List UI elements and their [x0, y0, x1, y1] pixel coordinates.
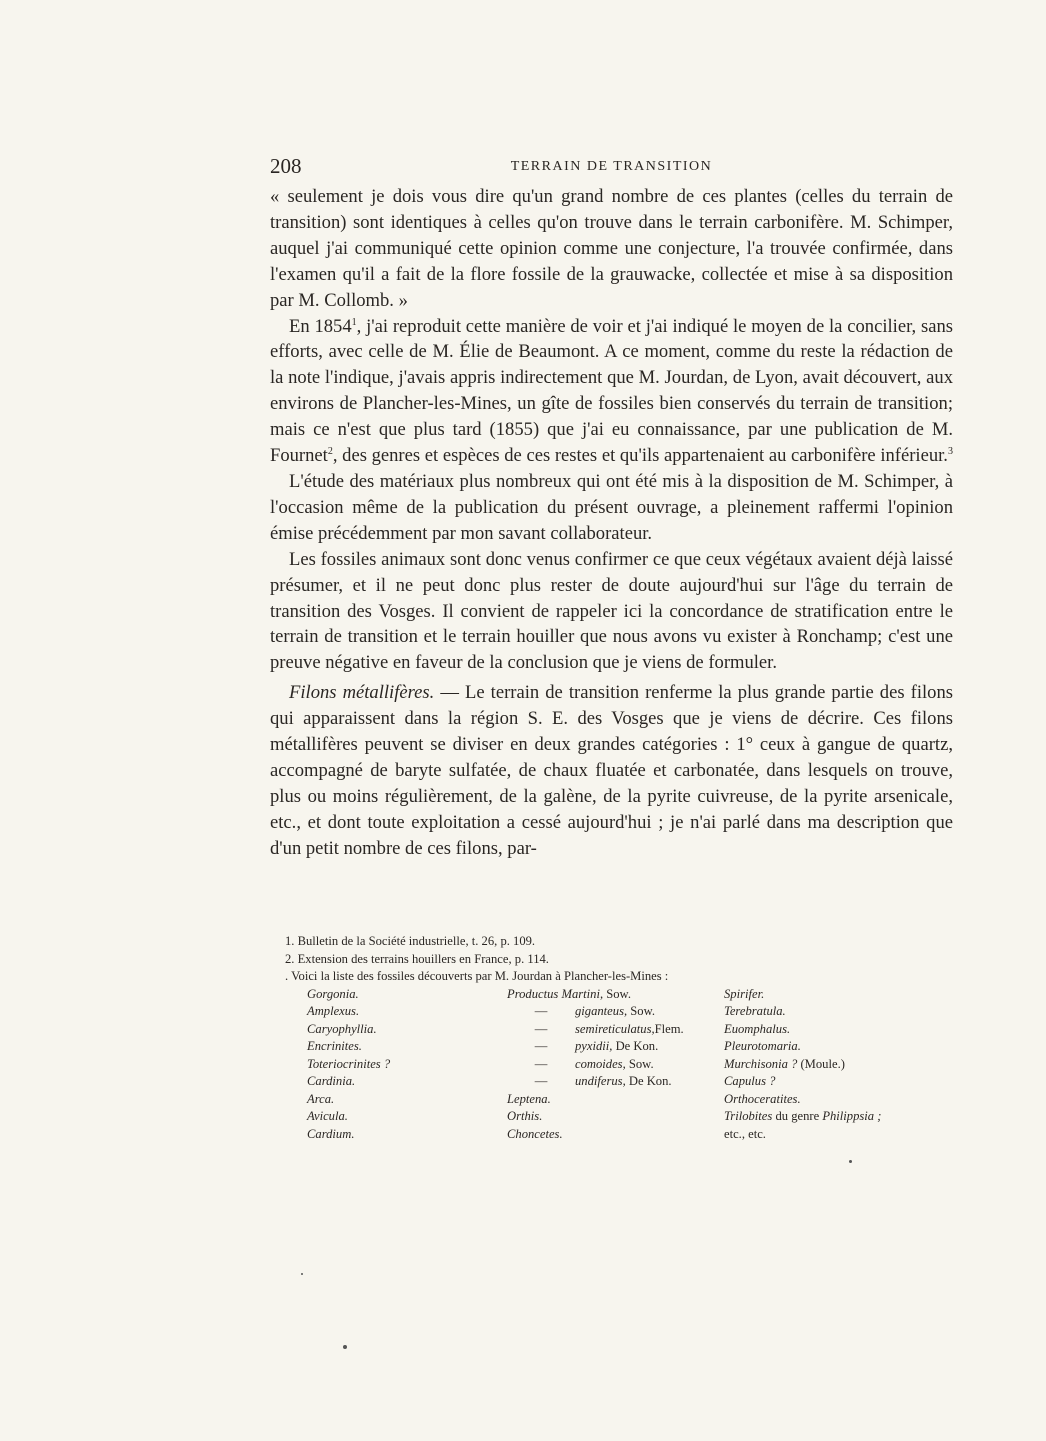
fossil-entry — [507, 1073, 684, 1091]
footnotes — [285, 933, 955, 1148]
page-number: 208 — [270, 154, 302, 178]
fossil-name: Spirifer. — [724, 986, 765, 1001]
paragraph-fossiles-animaux: Les fossiles animaux sont donc venus confirmer ce que ceux végétaux avaient déjà laissé présumer, et il ne peut donc plus rester de doute aujourd'hui sur l'âge du terrain de transition des Vosges. Il convient de rappeler ici la concordance de stratification entre le terrain de transition et le terrain houiller que nous avons vu exister à Ronchamp; c'est une preuve négative en faveur de la conclusion que je viens de formuler. — [270, 548, 953, 674]
footnote-2: 2. Extension des terrains houillers en France, p. 114. — [285, 951, 549, 966]
fossil-name: Cardium. — [307, 1126, 355, 1141]
author-name: Sow. — [627, 1004, 655, 1018]
species-name: semireticulatus, — [575, 1021, 655, 1036]
species-name: comoides, — [575, 1056, 626, 1071]
author-name: De Kon. — [612, 1039, 659, 1053]
text-run: — Le terrain de transition renferme la plus grande partie des filons qui apparaissent dans la région S. E. des Vosges que je viens de décrire. Ces filons métallifères peuvent se diviser en deux grandes catégories : 1° ceux à gangue de quartz, accompagné de baryte sulfatée, de chaux fluatée et carbonatée, dans lesquels on trouve, plus ou moins régulièrement, de la galène, de la pyrite cuivreuse, de la pyrite arsenicale, etc., et dont toute exploitation a cessé aujourd'hui ; je n'ai parlé dans ma description que d'un petit nombre de ces filons, par- — [270, 682, 953, 859]
fossil-name: Leptena. — [507, 1091, 551, 1106]
text-run: du genre — [772, 1109, 823, 1123]
author-name: De Kon. — [625, 1074, 672, 1088]
fossil-column-1 — [307, 986, 390, 1144]
fossil-name: Terebratula. — [724, 1004, 786, 1018]
fossil-name: Pleurotomaria. — [724, 1039, 801, 1053]
ditto-dash: — — [534, 1039, 548, 1053]
section-heading-filons: Filons métallifères. — [289, 682, 435, 704]
fossil-name: Orthoceratites. — [724, 1091, 801, 1106]
paragraph-schimper: L'étude des matériaux plus nombreux qui ont été mis à la disposition de M. Schimper, à l'occasion même de la publication du présent ouvrage, a pleinement raffermi l'opinion émise précédemment par mon savant collaborateur. — [270, 470, 953, 544]
footnote-ref-3: 3 — [947, 446, 953, 458]
fossil-name: Caryophyllia. — [307, 1021, 377, 1036]
page-header — [270, 154, 953, 184]
fossil-name: Amplexus. — [307, 1004, 360, 1018]
fossil-column-2 — [507, 986, 684, 1144]
paragraph-filons — [270, 680, 953, 861]
fossil-name: Encrinites. — [307, 1039, 362, 1053]
author-name: Sow. — [625, 1056, 654, 1071]
footnote-ref-1: 1 — [351, 316, 357, 328]
author-name: Sow. — [603, 986, 631, 1001]
running-title: TERRAIN DE TRANSITION — [510, 159, 713, 174]
fossil-name: Arca. — [307, 1091, 335, 1106]
text-run: En 1854 — [289, 315, 352, 337]
ditto-dash: — — [534, 1021, 548, 1036]
ditto-dash: — — [534, 1056, 548, 1071]
ditto-dash: — — [534, 1004, 548, 1018]
species-name: giganteus, — [575, 1004, 628, 1018]
fossil-name: Cardinia. — [307, 1074, 356, 1088]
paper-speck — [343, 1345, 347, 1349]
fossil-name: Murchisonia ? — [724, 1056, 798, 1071]
species-name: undiferus, — [575, 1074, 626, 1088]
species-name: pyxidii, — [575, 1039, 613, 1053]
paragraph-1854 — [270, 314, 953, 469]
fossil-entry — [507, 986, 684, 1004]
fossil-name: Avicula. — [307, 1109, 348, 1123]
genus-name: Productus — [507, 986, 559, 1001]
fossil-entry — [507, 1056, 684, 1074]
footnote-ref-2: 2 — [327, 446, 333, 458]
fossil-entry — [507, 1003, 684, 1021]
species-name: Martini, — [561, 986, 604, 1001]
main-text — [270, 184, 953, 862]
fossil-name: Capulus ? — [724, 1074, 776, 1088]
fossil-name: Trilobites — [724, 1109, 773, 1123]
fossil-name: Gorgonia. — [307, 986, 359, 1001]
fossil-column-3 — [724, 986, 881, 1144]
fossil-name: etc., etc. — [724, 1126, 766, 1141]
text-run: , j'ai reproduit cette manière de voir et j'ai indiqué le moyen de la concilier, sans efforts, avec celle de M. Élie de Beaumont. A ce moment, comme du reste la rédaction de la note l'indique, j'avais appris indirectement que M. Jourdan, de Lyon, avait découvert, aux environs de Plancher-les-Mines, un gîte de fossiles bien conservés du terrain de transition; mais ce n'est que plus tard (1855) que j'ai eu connaissance, par une publication de M. Fournet — [270, 315, 953, 467]
fossil-name: Choncetes. — [507, 1126, 563, 1141]
fossil-entry — [724, 1108, 881, 1126]
footnote-3: . Voici la liste des fossiles découverts par M. Jourdan à Plancher-les-Mines : — [285, 969, 669, 983]
fossil-name: Toteriocrinites ? — [307, 1056, 391, 1071]
fossil-note: (Moule.) — [797, 1056, 845, 1071]
text-run: , des genres et espèces de ces restes et qu'ils appartenaient au carbonifère inférieur. — [332, 445, 948, 467]
fossil-list — [307, 986, 955, 1148]
author-name: Flem. — [654, 1021, 684, 1036]
fossil-entry — [507, 1038, 684, 1056]
paper-speck — [301, 1273, 303, 1275]
ditto-dash: — — [534, 1074, 548, 1088]
genus-name: Philippsia ; — [822, 1109, 882, 1123]
fossil-name: Euomphalus. — [724, 1021, 791, 1036]
footnote-1: 1. Bulletin de la Société industrielle, t. 26, p. 109. — [285, 934, 536, 948]
fossil-entry — [724, 1056, 881, 1074]
paragraph-quote-continuation: « seulement je dois vous dire qu'un grand nombre de ces plantes (celles du terrain de transition) sont identiques à celles qu'on trouve dans le terrain carbonifère. M. Schimper, auquel j'ai communiqué cette opinion comme une conjecture, l'a trouvée confirmée, dans l'examen qu'il a fait de la flore fossile de la grauwacke, collectée et mise à sa disposition par M. Collomb. » — [270, 186, 953, 311]
fossil-name: Orthis. — [507, 1109, 543, 1123]
fossil-entry — [507, 1021, 684, 1039]
paper-speck — [849, 1160, 852, 1163]
